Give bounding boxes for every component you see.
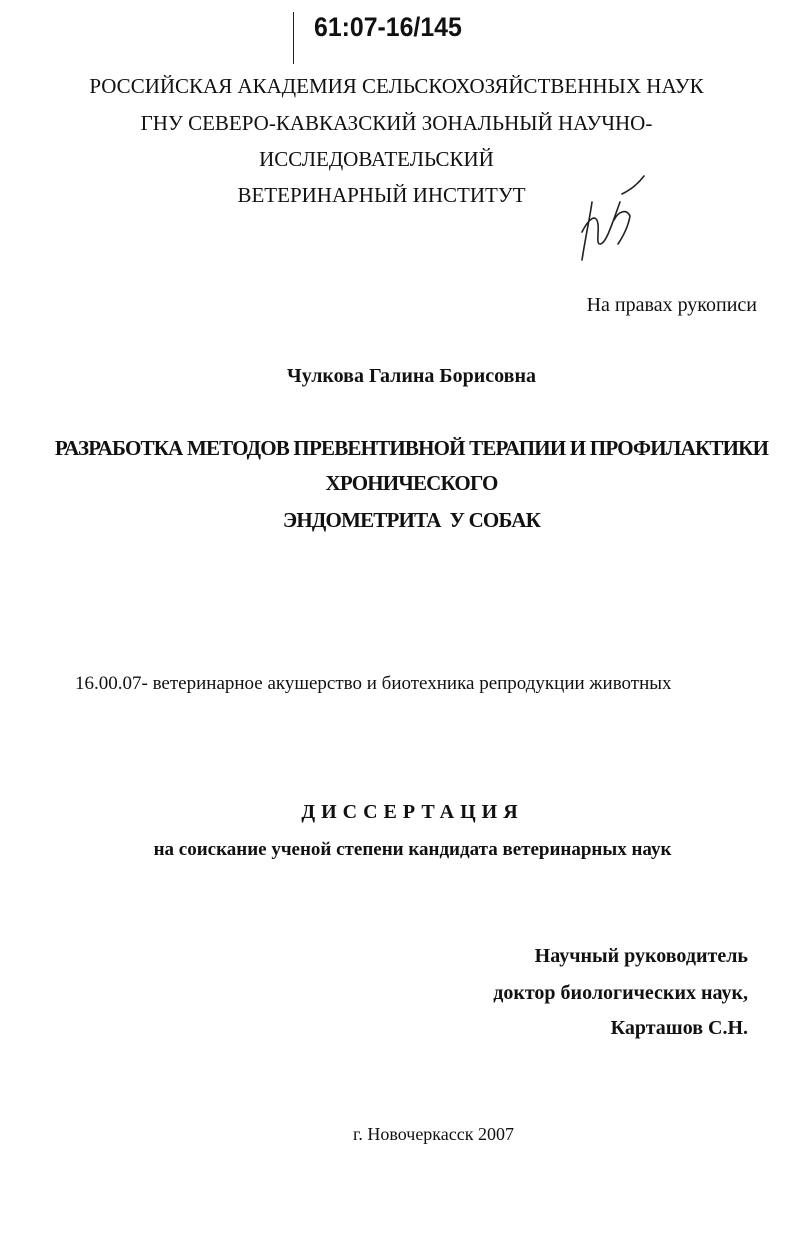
title-line-2: ХРОНИЧЕСКОГО: [325, 471, 498, 495]
supervisor-name: Карташов С.Н.: [610, 1017, 748, 1039]
title-line-3: ЭНДОМЕТРИТА У СОБАК: [282, 508, 541, 532]
document-type: ДИССЕРТАЦИЯ: [301, 801, 524, 823]
org-line-2: ГНУ СЕВЕРО-КАВКАЗСКИЙ ЗОНАЛЬНЫЙ НАУЧНО-: [140, 111, 653, 135]
city-year: г. Новочеркасск 2007: [353, 1124, 514, 1144]
org-line-1: РОССИЙСКАЯ АКАДЕМИЯ СЕЛЬСКОХОЗЯЙСТВЕННЫХ НАУК: [89, 74, 704, 98]
degree-sought: на соискание ученой степени кандидата ветеринарных наук: [153, 839, 672, 860]
supervisor-degree: доктор биологических наук,: [493, 982, 748, 1004]
supervisor-role: Научный руководитель: [534, 945, 748, 967]
catalog-number: 61:07-16/145: [314, 12, 462, 42]
org-line-4: ВЕТЕРИНАРНЫЙ ИНСТИТУТ: [237, 183, 526, 207]
author-name: Чулкова Галина Борисовна: [287, 365, 536, 387]
margin-rule: [293, 12, 294, 64]
title-line-1: РАЗРАБОТКА МЕТОДОВ ПРЕВЕНТИВНОЙ ТЕРАПИИ И ПРОФИЛАКТИКИ: [54, 436, 769, 460]
org-line-3: ИССЛЕДОВАТЕЛЬСКИЙ: [259, 147, 494, 171]
specialty-code: 16.00.07- ветеринарное акушерство и биотехника репродукции животных: [75, 673, 672, 694]
manuscript-note: На правах рукописи: [586, 294, 757, 316]
handwritten-signature: [578, 172, 650, 264]
